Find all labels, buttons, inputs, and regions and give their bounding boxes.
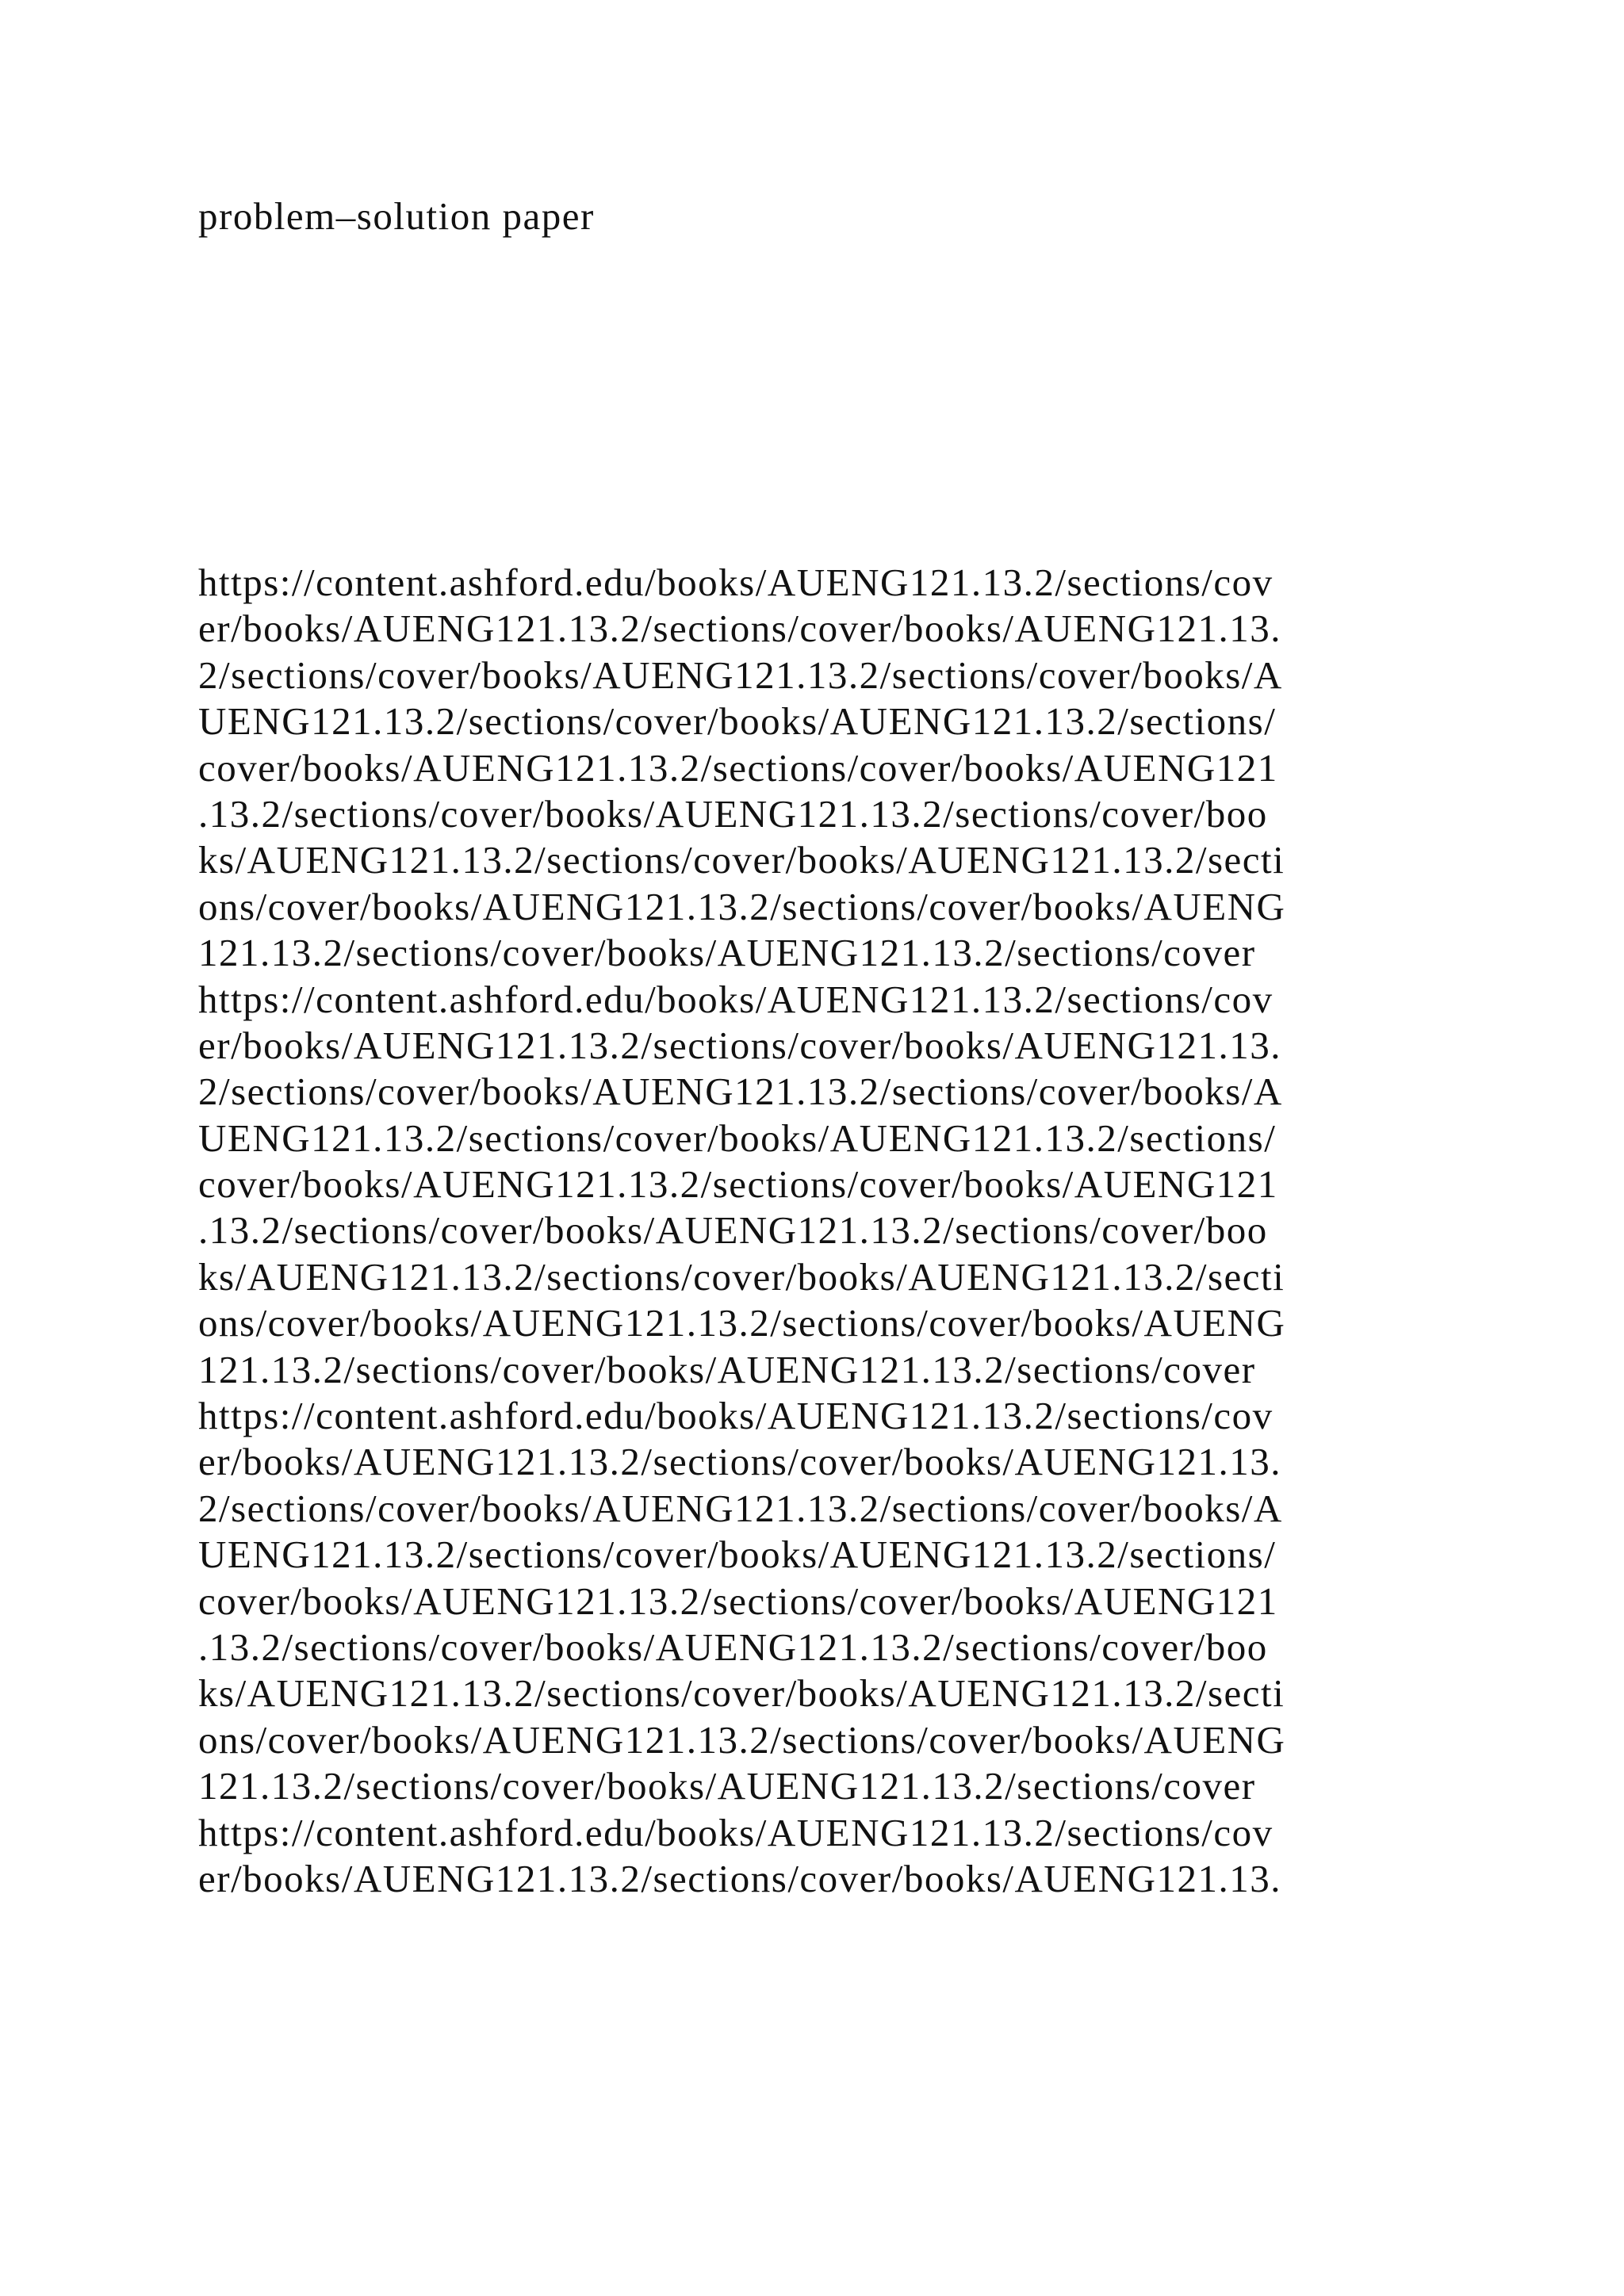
text-line: 121.13.2/sections/cover/books/AUENG121.13.2/sections/cover <box>198 1347 1256 1391</box>
text-line: .13.2/sections/cover/books/AUENG121.13.2/sections/cover/boo <box>198 1208 1268 1253</box>
text-line: .13.2/sections/cover/books/AUENG121.13.2/sections/cover/boo <box>198 1624 1268 1669</box>
text-line: .13.2/sections/cover/books/AUENG121.13.2/sections/cover/boo <box>198 791 1268 836</box>
text-line: 121.13.2/sections/cover/books/AUENG121.13.2/sections/cover <box>198 1764 1256 1808</box>
text-line: ks/AUENG121.13.2/sections/cover/books/AUENG121.13.2/secti <box>198 1254 1285 1299</box>
text-line: cover/books/AUENG121.13.2/sections/cover/books/AUENG121 <box>198 745 1278 790</box>
text-line: UENG121.13.2/sections/cover/books/AUENG121.13.2/sections/ <box>198 1533 1277 1577</box>
document-heading: problem–solution paper <box>198 194 595 238</box>
text-line: 2/sections/cover/books/AUENG121.13.2/sections/cover/books/A <box>198 1486 1283 1530</box>
text-line: cover/books/AUENG121.13.2/sections/cover/books/AUENG121 <box>198 1578 1278 1623</box>
text-line: er/books/AUENG121.13.2/sections/cover/books/AUENG121.13. <box>198 1856 1282 1900</box>
text-line: UENG121.13.2/sections/cover/books/AUENG121.13.2/sections/ <box>198 699 1277 744</box>
text-line: UENG121.13.2/sections/cover/books/AUENG121.13.2/sections/ <box>198 1115 1277 1160</box>
text-line: 121.13.2/sections/cover/books/AUENG121.13.2/sections/cover <box>198 931 1256 975</box>
text-line: https://content.ashford.edu/books/AUENG121.13.2/sections/cov <box>198 561 1274 604</box>
text-line: 2/sections/cover/books/AUENG121.13.2/sections/cover/books/A <box>198 652 1283 697</box>
text-line: https://content.ashford.edu/books/AUENG121.13.2/sections/cov <box>198 1394 1274 1438</box>
text-line: er/books/AUENG121.13.2/sections/cover/books/AUENG121.13. <box>198 1023 1282 1067</box>
text-line: https://content.ashford.edu/books/AUENG121.13.2/sections/cov <box>198 977 1274 1021</box>
text-line: er/books/AUENG121.13.2/sections/cover/books/AUENG121.13. <box>198 1440 1282 1484</box>
text-line: er/books/AUENG121.13.2/sections/cover/books/AUENG121.13. <box>198 607 1282 651</box>
text-line: ks/AUENG121.13.2/sections/cover/books/AUENG121.13.2/secti <box>198 838 1285 882</box>
text-line: 2/sections/cover/books/AUENG121.13.2/sections/cover/books/A <box>198 1070 1283 1114</box>
text-line: https://content.ashford.edu/books/AUENG121.13.2/sections/cov <box>198 1810 1274 1854</box>
text-line: cover/books/AUENG121.13.2/sections/cover/books/AUENG121 <box>198 1162 1278 1207</box>
text-line: ons/cover/books/AUENG121.13.2/sections/cover/books/AUENG <box>198 884 1286 928</box>
text-line: ons/cover/books/AUENG121.13.2/sections/cover/books/AUENG <box>198 1301 1286 1345</box>
text-line: ons/cover/books/AUENG121.13.2/sections/cover/books/AUENG <box>198 1717 1286 1762</box>
document-body <box>198 560 1435 1902</box>
text-line: ks/AUENG121.13.2/sections/cover/books/AUENG121.13.2/secti <box>198 1671 1285 1716</box>
